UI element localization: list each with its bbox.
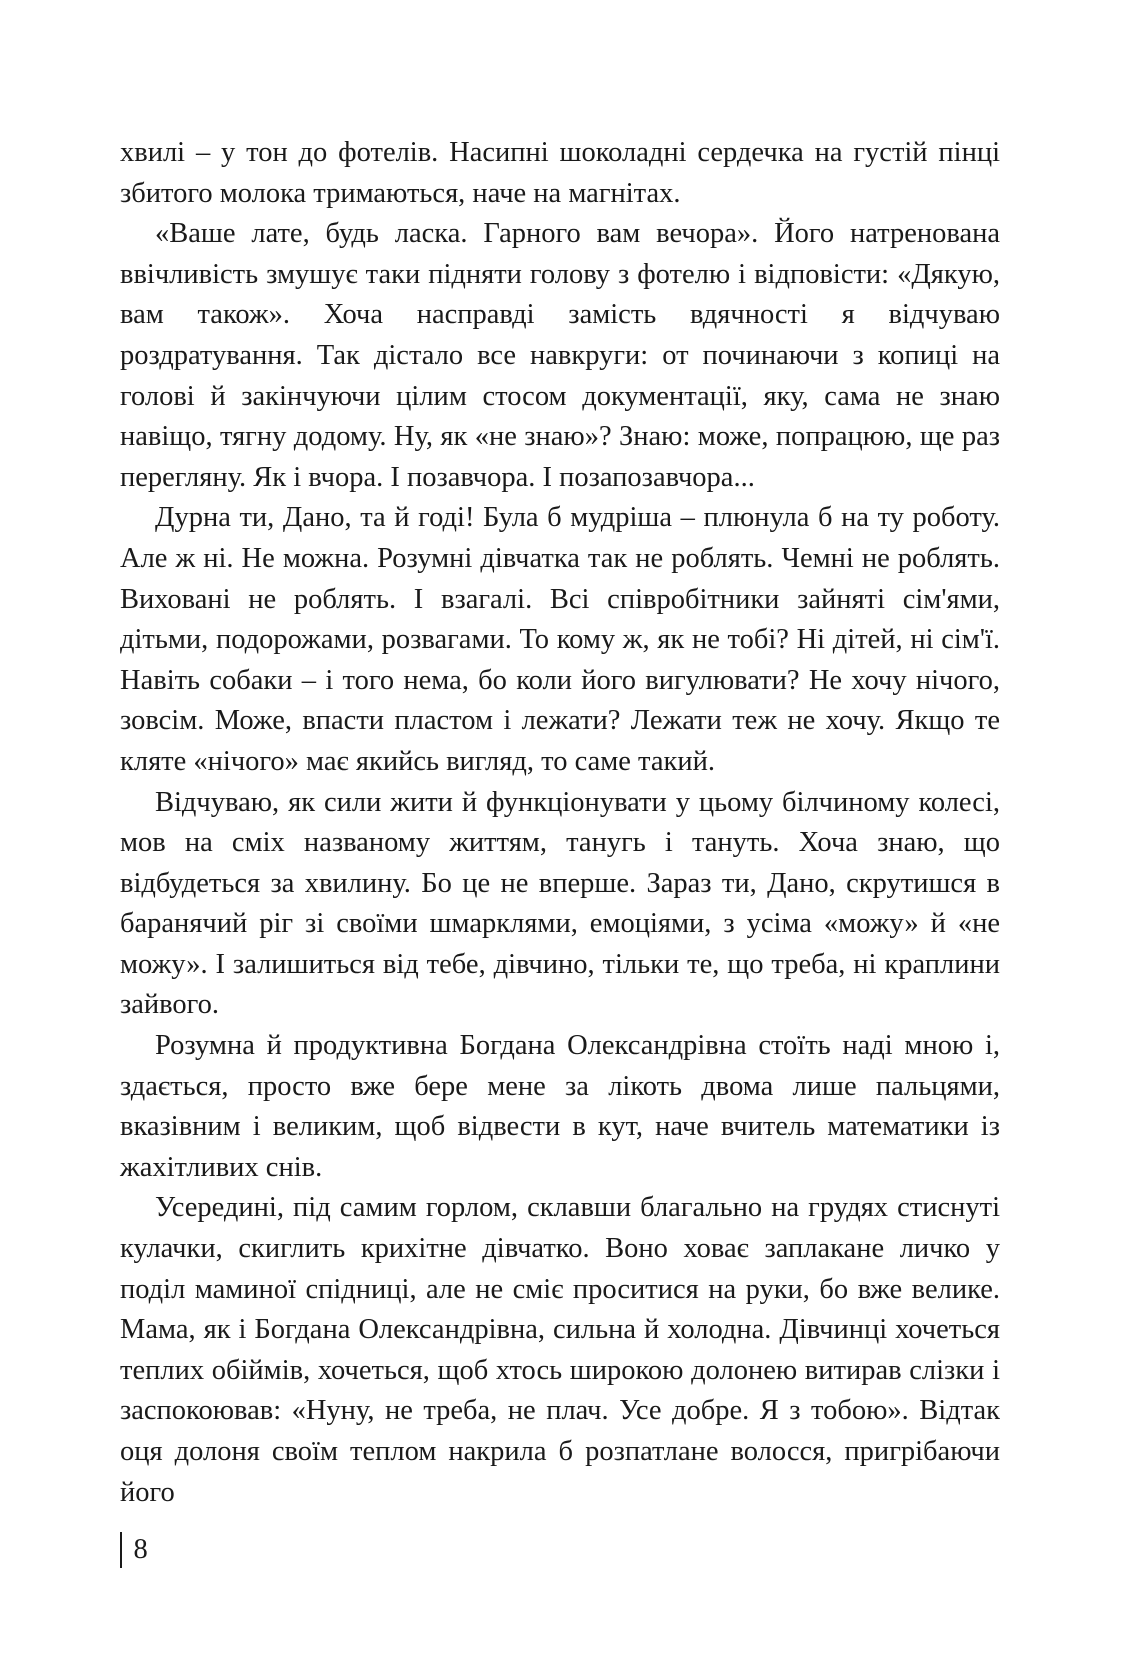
folio-divider	[120, 1532, 122, 1568]
paragraph-5: Розумна й продуктивна Богдана Олександрівна стоїть наді мною і, здається, просто вже бере мене за лікоть двома лише пальцями, вказівним і великим, щоб відвести в кут, наче вчитель математики із жахітливих снів.	[120, 1030, 1000, 1183]
page-number: 8	[133, 1534, 148, 1565]
paragraph-6: Усередині, під самим горлом, склавши благально на грудях стиснуті кулачки, скиглить крихітне дівчатко. Воно ховає заплакане личко у поділ маминої спідниці, але не сміє проситися на руки, бо вже велике. Мама, як і Богдана Олександрівна, сильна й холодна. Дівчинці хочеться теплих обіймів, хочеться, щоб хтось широкою долонею витирав слізки і заспокоював: «Нуну, не треба, не плач. Усе добре. Я з тобою». Відтак оця долоня своїм теплом накрила б розпатлане волосся, пригрібаючи його	[120, 1192, 1000, 1508]
paragraph-2: «Ваше лате, будь ласка. Гарного вам вечора». Його натренована ввічливість змушує таки підняти голову з фотелю і відповісти: «Дякую, вам також». Хоча насправді замість вдячності я відчуваю роздратування. Так дістало все навкруги: от починаючи з копиці на голові й закінчуючи цілим стосом документації, яку, сама не знаю навіщо, тягну додому. Ну, як «не знаю»? Знаю: може, попрацюю, ще раз перегляну. Як і вчора. І позавчора. І позапозавчора...	[120, 218, 1000, 493]
page-number-block	[120, 1528, 148, 1572]
paragraph-3: Дурна ти, Дано, та й годі! Була б мудріша – плюнула б на ту роботу. Але ж ні. Не можна. Розумні дівчатка так не роблять. Чемні не роблять. Виховані не роблять. І взагалі. Всі співробітники зайняті сім'ями, дітьми, подорожами, розвагами. То кому ж, як не тобі? Ні дітей, ні сім'ї. Навіть собаки – і того нема, бо коли його вигулювати? Не хочу нічого, зовсім. Може, впасти пластом і лежати? Лежати теж не хочу. Якщо те кляте «нічого» має якийсь вигляд, то саме такий.	[120, 502, 1000, 777]
paragraph-1: хвилі – у тон до фотелів. Насипні шоколадні сердечка на густій пінці збитого молока тримаються, наче на магнітах.	[120, 137, 1000, 209]
body-text	[120, 133, 1000, 1513]
paragraph-4: Відчуваю, як сили жити й функціонувати у цьому білчиному колесі, мов на сміх названому життям, танугь і тануть. Хоча знаю, що відбудеться за хвилину. Бо це не вперше. Зараз ти, Дано, скрутишся в баранячий ріг зі своїми шмарклями, емоціями, з усіма «можу» й «не можу». І залишиться від тебе, дівчино, тільки те, що треба, ні краплини зайвого.	[120, 786, 1000, 1021]
